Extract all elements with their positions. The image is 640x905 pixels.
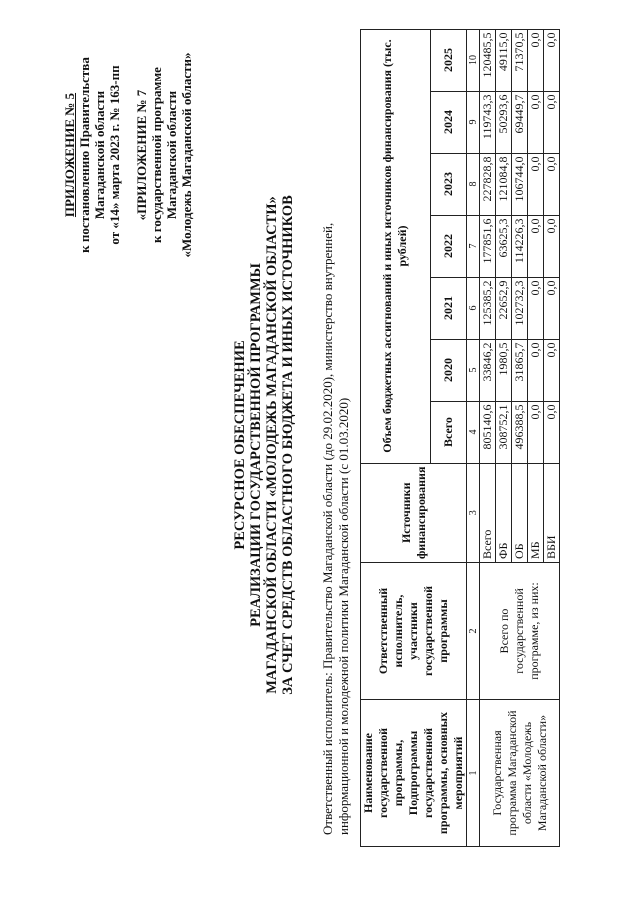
col-index: 2 [467,563,480,700]
col-index: 1 [467,700,480,847]
value-cell: 114226,3 [512,215,528,277]
value-cell: 0,0 [528,29,544,91]
value-cell: 22652,9 [496,277,512,339]
value-cell: 102732,3 [512,277,528,339]
value-cell: 0,0 [544,29,560,91]
value-cell: 106744,0 [512,153,528,215]
col-index: 4 [467,401,480,463]
header-year-2024: 2024 [430,91,466,153]
value-cell: 120485,5 [480,29,496,91]
value-cell: 0,0 [528,215,544,277]
value-cell: 227828,8 [480,153,496,215]
appendix-region: Магаданской области [92,90,107,220]
value-cell: 177851,6 [480,215,496,277]
header-executor: Ответственный исполнитель, участники государственной программы [361,563,467,700]
appendix-program-ref: к государственной программе [149,67,164,243]
column-index-row [467,29,480,846]
value-cell: 0,0 [528,277,544,339]
executor-line-2: информационной и молодежной политики Магаданской области (с 01.03.2020) [336,397,351,835]
value-cell: 805140,6 [480,401,496,463]
appendix-header [62,25,194,285]
col-index: 3 [467,463,480,562]
header-year-2022: 2022 [430,215,466,277]
value-cell: 0,0 [544,277,560,339]
col-index: 5 [467,339,480,401]
appendix-inner-number: «ПРИЛОЖЕНИЕ № 7 [134,89,149,221]
source-cell: ВБИ [544,463,560,562]
col-index: 9 [467,91,480,153]
value-cell: 0,0 [544,215,560,277]
value-cell: 0,0 [528,401,544,463]
program-name-cell: Государственная программа Магаданской области «Молодежь Магаданской области» [480,700,560,847]
value-cell: 125385,2 [480,277,496,339]
title-line-4: ЗА СЧЕТ СРЕДСТВ ОБЛАСТНОГО БЮДЖЕТА И ИНЫХ ИСТОЧНИКОВ [280,195,296,695]
value-cell: 33846,2 [480,339,496,401]
header-year-2021: 2021 [430,277,466,339]
value-cell: 0,0 [544,339,560,401]
header-volume: Объем бюджетных ассигнований и иных источников финансирования (тыс. рублей) [361,29,431,463]
value-cell: 1980,5 [496,339,512,401]
executor-line-1: Ответственный исполнитель: Правительство Магаданской области (до 29.02.2020), министерство внутренней, [320,222,335,835]
appendix-number: ПРИЛОЖЕНИЕ № 5 [62,92,77,218]
value-cell: 308752,1 [496,401,512,463]
executor-cell: Всего по государственной программе, из них: [480,563,560,700]
value-cell: 119743,3 [480,91,496,153]
appendix-program-name: «Молодежь Магаданской области» [179,52,194,258]
appendix-program-region: Магаданской области [164,90,179,220]
appendix-decree-ref: к постановлению Правительства [77,57,92,253]
col-index: 8 [467,153,480,215]
appendix-date: от «14» марта 2023 г. № 163-пп [107,65,122,245]
value-cell: 63625,3 [496,215,512,277]
title-line-3: МАГАДАНСКОЙ ОБЛАСТИ «МОЛОДЕЖЬ МАГАДАНСКОЙ ОБЛАСТИ» [264,196,280,694]
header-source: Источники финансирования [361,463,467,562]
header-year-2025: 2025 [430,29,466,91]
value-cell: 0,0 [544,153,560,215]
value-cell: 496388,5 [512,401,528,463]
header-program-name: Наименование государственной программы, Подпрограммы государственной программы, основных мероприятий [361,700,467,847]
col-index: 7 [467,215,480,277]
value-cell: 49115,0 [496,29,512,91]
value-cell: 0,0 [528,153,544,215]
source-cell: ФБ [496,463,512,562]
source-cell: Всего [480,463,496,562]
value-cell: 69449,7 [512,91,528,153]
header-year-2023: 2023 [430,153,466,215]
title-line-1: РЕСУРСНОЕ ОБЕСПЕЧЕНИЕ [232,340,248,550]
header-year-2020: 2020 [430,339,466,401]
col-index: 10 [467,29,480,91]
responsible-executor [320,15,352,835]
value-cell: 0,0 [528,339,544,401]
document-title [232,115,296,775]
value-cell: 0,0 [544,401,560,463]
col-index: 6 [467,277,480,339]
value-cell: 50293,6 [496,91,512,153]
value-cell: 31865,7 [512,339,528,401]
resource-table [360,29,560,847]
source-cell: ОБ [512,463,528,562]
header-total: Всего [430,401,466,463]
table-row [480,29,496,846]
value-cell: 0,0 [544,91,560,153]
title-line-2: РЕАЛИЗАЦИИ ГОСУДАРСТВЕННОЙ ПРОГРАММЫ [248,263,264,627]
value-cell: 0,0 [528,91,544,153]
value-cell: 71370,5 [512,29,528,91]
source-cell: МБ [528,463,544,562]
value-cell: 121084,8 [496,153,512,215]
